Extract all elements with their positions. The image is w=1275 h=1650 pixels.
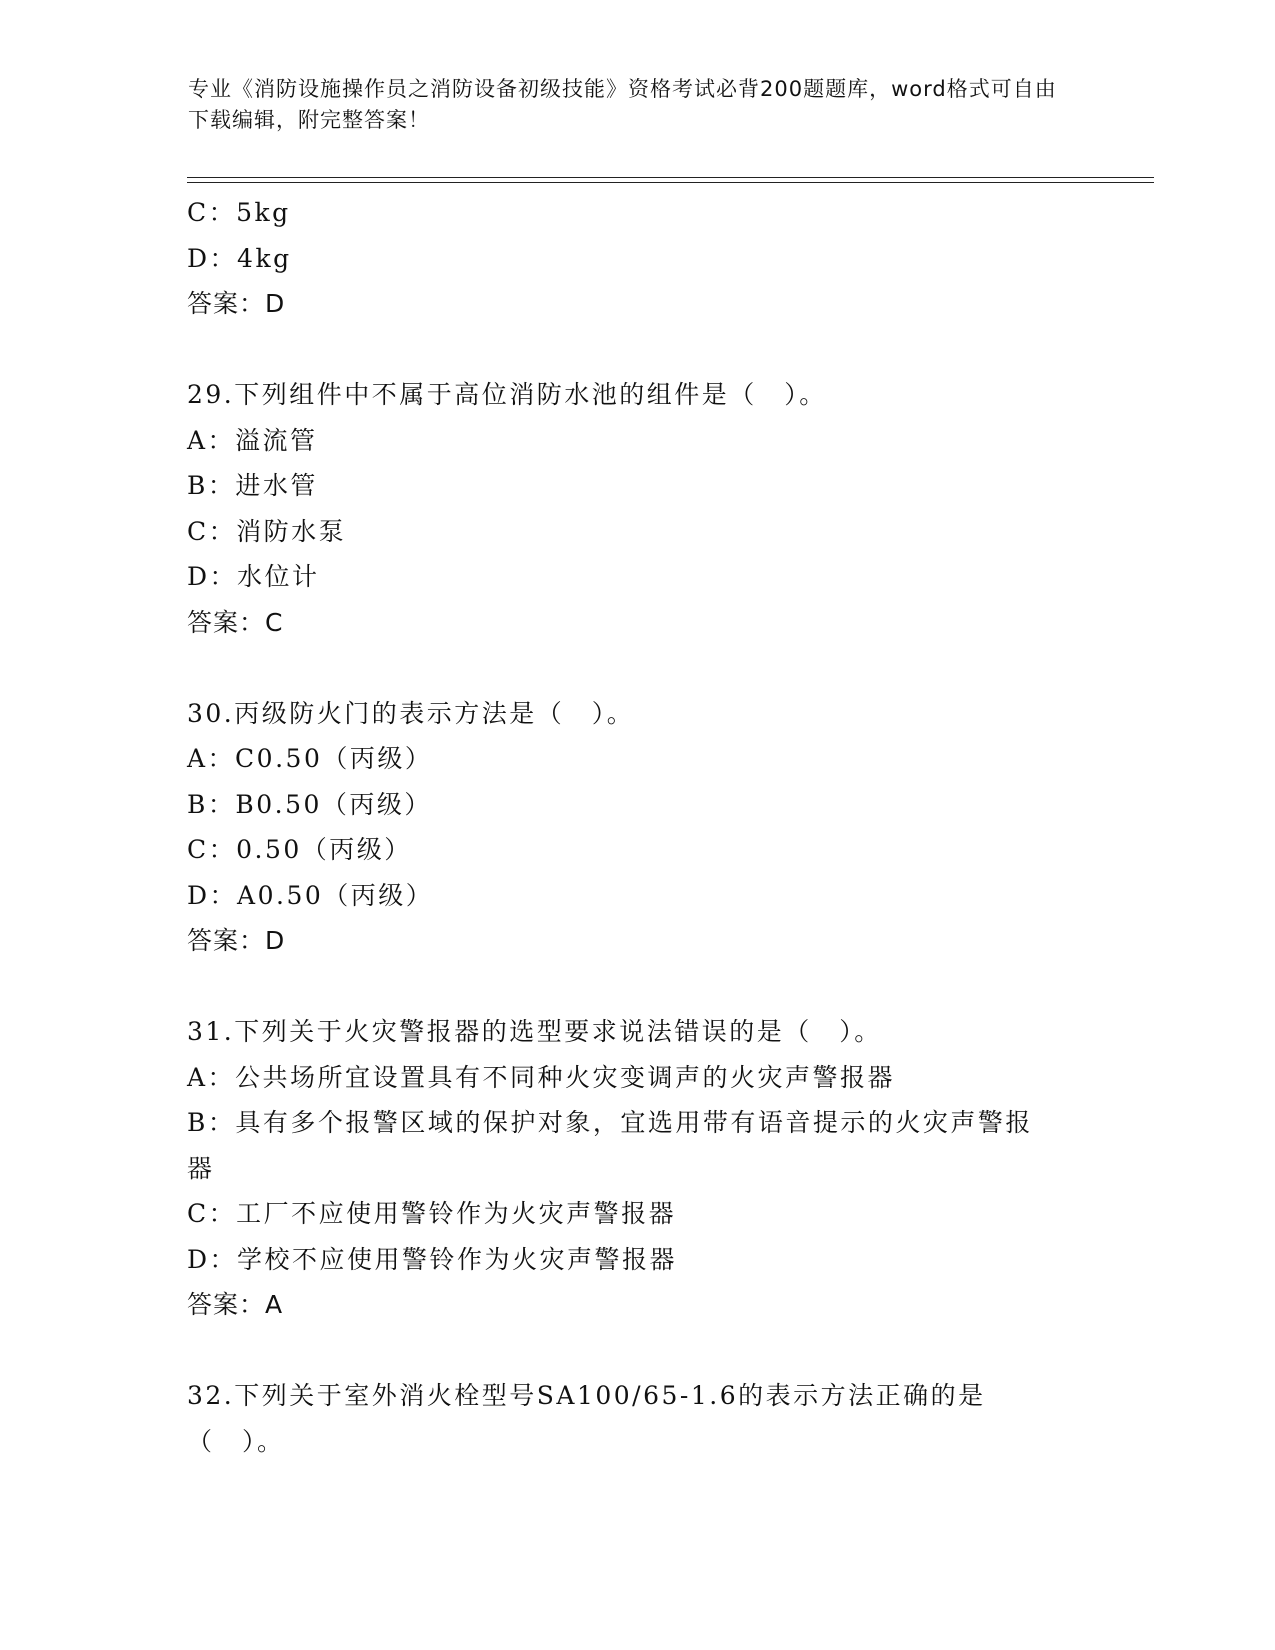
option-b: B：具有多个报警区域的保护对象，宜选用带有语音提示的火灾声警报器 (187, 1108, 1033, 1183)
answer-line: 答案：C (187, 607, 284, 637)
question-stem: 31.下列关于火灾警报器的选型要求说法错误的是（ ）。 (187, 1017, 882, 1046)
option-d: D：水位计 (187, 562, 320, 591)
option-d: D：A0.50（丙级） (187, 880, 434, 910)
question-content (187, 190, 1087, 1464)
option-b: B：进水管 (187, 471, 318, 500)
option-a: A：溢流管 (187, 425, 318, 455)
option-b: B：B0.50（丙级） (187, 789, 432, 819)
answer-line: 答案：A (187, 1290, 284, 1319)
question-stem: 32.下列关于室外消火栓型号SA100/65-1.6的表示方法正确的是（ ）。 (187, 1381, 986, 1456)
question-stem: 30.丙级防火门的表示方法是（ ）。 (187, 698, 635, 728)
spacer (187, 327, 1087, 373)
spacer (187, 1328, 1087, 1374)
option-a: A：C0.50（丙级） (187, 744, 433, 773)
option-d: D：学校不应使用警铃作为火灾声警报器 (187, 1244, 678, 1274)
option-c: C：0.50（丙级） (187, 835, 412, 864)
option-a: A：公共场所宜设置具有不同种火灾变调声的火灾声警报器 (187, 1062, 896, 1092)
answer-line: 答案：D (187, 926, 286, 955)
option-c: C：消防水泵 (187, 516, 347, 546)
header-divider-top (187, 177, 1154, 178)
document-header: 专业《消防设施操作员之消防设备初级技能》资格考试必背200题题库，word格式可自由下载编辑，附完整答案！ (188, 77, 1057, 132)
answer-line: 答案：D (187, 289, 286, 318)
spacer (187, 964, 1087, 1010)
option-c: C：工厂不应使用警铃作为火灾声警报器 (187, 1199, 677, 1228)
question-stem: 29.下列组件中不属于高位消防水池的组件是（ ）。 (187, 380, 827, 409)
option-d: D：4kg (187, 243, 292, 273)
option-c: C：5kg (187, 198, 291, 227)
header-divider-bottom (187, 182, 1154, 183)
spacer (187, 645, 1087, 691)
